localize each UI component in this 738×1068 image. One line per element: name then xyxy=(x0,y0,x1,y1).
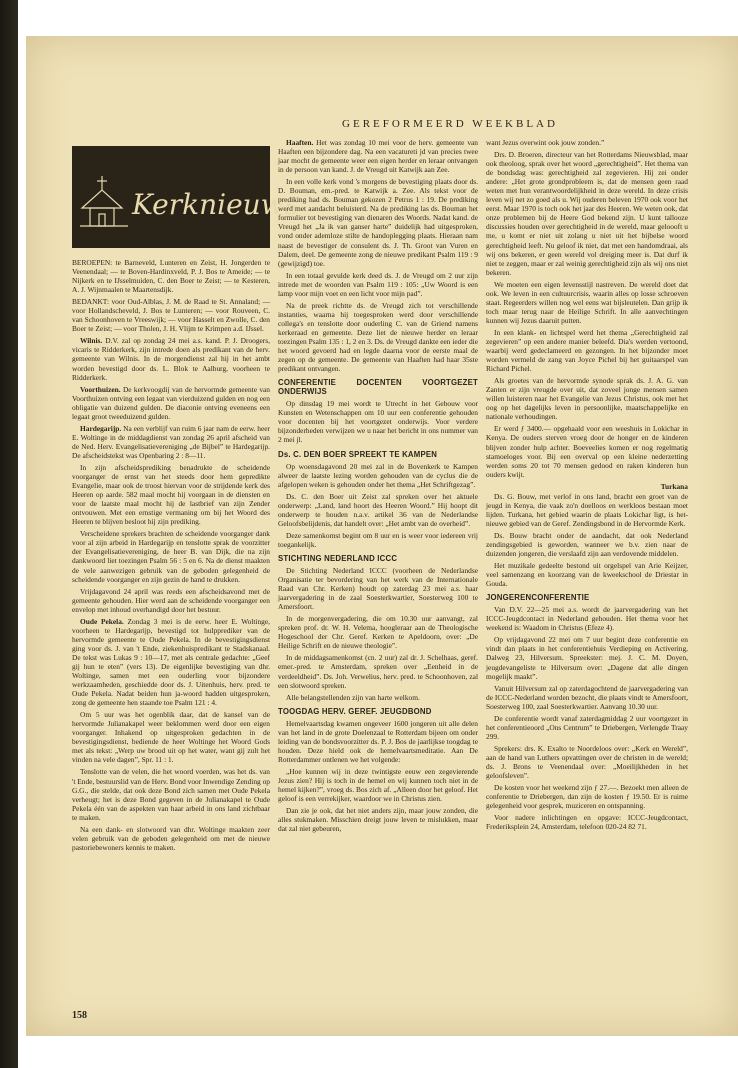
hardegarijp-lead: Hardegarijp. xyxy=(80,423,122,433)
bedankt-paragraph: BEDANKT: voor Oud-Alblas, J. M. de Raad te St. Annaland; — voor Hollandscheveld, J. Bos te Lunteren; — voor Rouveen, C. van Schoonhoven te Vreeswijk; — voor Hasselt en Zwolle, C. den Boer te Zeist; — voor Tholen, J. H. Vlijm te Krimpen a.d. IJssel. xyxy=(72,297,270,334)
article-paragraph: Om 5 uur was het ogenblik daar, dat de kansel van de hervormde Julianakapel weer beklommen werd door een eigen voorganger. Inhakend op uitgesproken gedachten in de bevestigingsdienst, bediende de heer Woltinge het Woord Gods met als tekst: „Werp uw brood uit op het water, want gij zult het vinden na vele dagen”, Spr. 11 : 1. xyxy=(72,710,270,765)
article-paragraph: Deze samenkomst begint om 8 uur en is weer voor iedereen vrij toegankelijk. xyxy=(278,530,478,549)
section-heading: Ds. C. DEN BOER SPREEKT TE KAMPEN xyxy=(278,449,438,459)
article-paragraph: Na een dank- en slotwoord van dhr. Woltinge maakten zeer velen gebruik van de geboden gelegenheid om met de nieuwe pastoriebewoners kennis te maken. xyxy=(72,824,270,852)
article-paragraph: Ds. G. Bouw, met verlof in ons land, bracht een groet van de jeugd in Kenya, die vaak zo'n doelloos en werkloos bestaan moet lijden. Turkana, het gebied waarin de plaats Lokichar ligt, is het-nieuwe gebied van de Geref. Zendingsbond in de Hervormde Kerk. xyxy=(486,491,688,528)
article-paragraph: In de morgenvergadering, die om 10.30 uur aanvangt, zal spreken prof. dr. W. H. Velema, hoogleraar aan de Theologische Hogeschool der Chr. Geref. Kerken te Apeldoorn, over: „De Heilige Schrift en de nieuwe theologie”. xyxy=(278,614,478,651)
article-paragraph: Sprekers: drs. K. Exalto te Noordeloos over: „Kerk en Wereld”, aan de hand van Luthers opvattingen over de christen in de wereld; ds. J. Brons te Veenendaal over: „Moeilijkheden in het geloofsleven”. xyxy=(486,743,688,781)
article-paragraph: Tenslotte van de velen, die het woord voerden, was het ds. van 't Ende, bestuurslid van de Herv. Bond voor Inwendige Zending op G.G., die stelde, dat ook deze Bond zich samen met Oude Pekela verheugt; het is deze Bond gegeven in de Julianakapel te Oude Pekela één van de aspekten van haar arbeid in ons land zichtbaar te maken. xyxy=(72,767,270,822)
wilnis-text: D.V. zal op zondag 24 mei a.s. kand. P. J. Droogers, vicaris te Ridderkerk, zijn intrede doen als predikant van de herv. gemeente van Wilnis. In de morgendienst zal hij in het ambt worden bevestigd door ds. L. Blok te Aalburg, voorheen te Ridderkerk. xyxy=(72,336,270,382)
article-paragraph: In de middagsamenkomst (cn. 2 uur) zal dr. J. Schelhaas, geref. emer.-pred. te Amsterdam, spreken over „Eenheid in de verdeeldheid”. Ds. Joh. Verwelius, herv. pred. te Schoonhoven, zal een slotwoord spreken. xyxy=(278,653,478,690)
logo-text: Kerknieuws xyxy=(132,188,300,221)
article-paragraph: Verscheidene sprekers brachten de scheidende voorganger dank voor al zijn arbeid in Hardegarijp en tenslotte sprak de voorzitter der Evangelisatievereniging, de heer B. van Dijk, die na zijn dankwoord liet toezingen Psalm 56 : 5 en 6. Na de dienst maakten de vele aanwezigen gebruik van de geboden gelegenheid de scheidende voorganger en zijn gezin de hand te drukken. xyxy=(72,529,270,584)
article-paragraph: Vrijdagavond 24 april was reeds een afscheidsavond met de gemeente gehouden. Hier werd aan de scheidende voorganger een envelop met inhoud overhandigd door het bestuur. xyxy=(72,586,270,614)
haaften-paragraph xyxy=(278,138,478,174)
article-paragraph: Van D.V. 22—25 mei a.s. wordt de jaarvergadering van het ICCC-Jeugdcontact in Nederland gehouden. Het thema voor het weekend is: Waadom in Christus (Efeze 4). xyxy=(486,605,688,633)
article-paragraph: Na de preek richtte ds. de Vreugd zich tot verschillende instanties, waarna hij toegesproken werd door verschillende collega's en tenslotte door ouderling C. van de Griend namens kerkeraad en gemeente. Deze liet de nieuwe herder en leraar toezingen Psalm 135 : 1, 2 en 3. Ds. de Vreugd dankte een ieder die het woord gevoerd had en legde daarna voor de eerste maal de zegen op de gemeente. De gemeente van Haaften had haar 35ste predikant ontvangen. xyxy=(278,300,478,374)
article-paragraph: „Hoe kunnen wij in deze twintigste eeuw een zegevierende Jezus zien? Hij is toch in de hemel en wij kunnen toch niet in de hemel kijken?”, vroeg ds. Bos zich af. „Alleen door het geloof. Het geloof is een verrekijker, waardoor we in Christus zien. xyxy=(278,766,478,804)
turkana-rubric: Turkana xyxy=(660,481,688,491)
hardegarijp-text: Na een verblijf van ruim 6 jaar nam de eerw. heer E. Woltinge in de middagdienst van zondag 26 april afscheid van de Ned. Herv. Evangelisatievereniging „de Bijbel” te Hardegarijp. De afscheidstekst was Openbaring 2 : 8—11. xyxy=(72,423,270,460)
article-paragraph: We moeten een eigen levensstijl nastreven. De wereld doet dat ook. We leven in een cultuurcrisis, waarin alles op losse schroeven staat. Regeerders willen nog wel eens wat bijsleutelen. Dan grijp ik toch maar terug naar de Heilige Schrift. In alle aanvechtingen kunnen wij Jezus daaruit putten. xyxy=(486,279,688,325)
article-paragraph: In een totaal gevulde kerk deed ds. J. de Vreugd om 2 uur zijn intrede met de woorden van Psalm 119 : 105: „Uw Woord is een lamp voor mijn voet en een licht voor mijn pad”. xyxy=(278,270,478,298)
article-paragraph: Het muzikale gedeelte bestond uit orgelspel van Arie Keijzer, veel samenzang en koorzang van de kweekschool de Driestar in Gouda. xyxy=(486,561,688,589)
haaften-lead: Haaften. xyxy=(286,138,314,147)
article-paragraph: Er werd ƒ 3400.— opgehaald voor een weeshuis in Lokichar in Kenya. De ouders sterven vroeg door de honger en de kinderen blijven zonder hulp achter. Boeveelies komen er nog regelmatig stamoeloges voor. Bij een overval op een kleine nederzetting werden soms 20 tot 70 mensen gedood en raken kinderen hun ouders kwijt. xyxy=(486,424,688,479)
column-3 xyxy=(486,138,688,834)
voorthuizen-lead: Voorthuizen. xyxy=(80,384,121,394)
column-1 xyxy=(72,258,270,855)
section-heading: JONGERENCONFERENTIE xyxy=(486,593,590,603)
kerknieuws-logo-art xyxy=(72,146,300,248)
article-paragraph: De Stichting Nederland ICCC (voorheen de Nederlandse Organisatie ter bevordering van het werk van de Internationale Raad van Chr. Kerken) houdt op zaterdag 23 mei a.s. haar jaarvergadering in de zaal Soesterkwartier, Soesterweg 100 te Amersfoort. xyxy=(278,566,478,612)
article-paragraph: De kosten voor het weekend zijn ƒ 27.—. Bezoekt men alleen de conferentie te Driebergen, dan zijn de kosten ƒ 19.50. Er is ruime gelegenheid voor gesprek, muziceren en ontspanning. xyxy=(486,783,688,811)
section-heading: STICHTING NEDERLAND ICCC xyxy=(278,553,398,563)
voorthuizen-text: De kerkvoogdij van de hervormde gemeente van Voorthuizen ontving een legaat van vierduizend gulden en nog een obligatie van duizend gulden. De diaconie ontving eveneens een legaat groot tweeduizend gulden. xyxy=(72,384,270,421)
oude-pekela-text: Zondag 3 mei is de eerw. heer E. Woltinge, voorheen te Hardegarijp, bevestigd tot hulpprediker van de hervormde gemeente te Oude Pekela. In de bevestigingsdienst ging voor ds. J. van 't Ende, ziekenhuispredikant te Stadskanaal. De tekst was Lukas 9 : 10—17, met als centrale gedachte: „Geef gij hun te eten” (vers 13). De eigenlijke bevestiging van dhr. Woltinge, samen met een ouderling voor bijzondere werkzaamheden, geschiedde door ds. J. Uitenhuis, herv. pred. te Oude Pekela. Nadat beiden hun ja-woord hadden uitgesproken, zong de gemeente hen staande toe Psalm 121 : 4. xyxy=(72,616,270,708)
oude-pekela-lead: Oude Pekela. xyxy=(80,616,124,626)
article-paragraph: Op woensdagavond 20 mei zal in de Bovenkerk te Kampen alweer de laatste lezing worden gehouden van de cyclus die de afgelopen weken is gehouden onder het thema „Het Schriftgezag”. xyxy=(278,461,478,489)
article-paragraph: Drs. D. Broeren, directeur van het Rotterdams Nieuwsblad, maar ook theoloog, sprak over het woord „gerechtigheid”. Het thema van de bondsdag was: gerechtigheid zal zegevieren. Hij zei onder andere: „Het grote grondprobleem is, dat de mensen geen raad weten met hun verantwoordelijkheid in deze wereld. In deze crisis leven wij net zo goed als u. Wij ouderen beleven 1970 ook voor het eerst. Maar 1970 is toch ook het jaar des Heeren. We weten ook, dat onze problemen bij de Heere God bekend zijn. U kunt tallooze discussies houden over gerechtigheid in de wereld, maar geloooft u me, u komt er niet uit zolang u niet uit het bijbelse woord gerechtigheid leeft. Nu geloof ik niet, dat met een handomdraai, als wij ons bekeren, er geen wereld vol dreiging meer is. Dat durf ik niet te zeggen, maar er zal weinig gerechtigheid zijn als wij ons niet bekeren. xyxy=(486,150,688,277)
section-heading: TOOGDAG HERV. GEREF. JEUGDBOND xyxy=(278,706,432,716)
article-paragraph: want Jezus overwint ook jouw zonden.” xyxy=(486,138,605,147)
article-paragraph: Voor nadere inlichtingen en opgave: ICCC-Jeugdcontact, Frederiksplein 24, Amsterdam, telefoon 020-24 82 71. xyxy=(486,813,688,832)
voorthuizen-paragraph xyxy=(72,385,270,421)
article-paragraph: Op dinsdag 19 mei wordt te Utrecht in het Gebouw voor Kunsten en Wetenschappen om 10 uur een conferentie gehouden voor docenten bij het voortgezet onderwijs. Voor verdere bijzonderheden verwijzen we u naar het bericht in ons nummer van 2 mei jl. xyxy=(278,399,478,445)
column-2 xyxy=(278,138,478,836)
hardegarijp-paragraph xyxy=(72,424,270,460)
article-paragraph: Hemelvaartsdag kwamen ongeveer 1600 jongeren uit alle delen van het land in de grote Doelenzaal te Rotterdam bijeen om onder leiding van de bondsvoorzitter ds. P. J. Bos de jaarlijkse toogdag te houden. Deze hield ook de hemelvaartsmeditatie. Aan De Rotterdammer ontlenen we het volgende: xyxy=(278,718,478,764)
article-paragraph: Ds. Bouw bracht onder de aandacht, dat ook Nederland zendingsgebied is geworden, wanneer we b.v. zien naar de duizenden jongeren, die verslaafd zijn aan verdovende middelen. xyxy=(486,530,688,559)
article-paragraph: Ds. C. den Boer uit Zeist zal spreken over het aktuele onderwerp: „Land, land hoort des Heeren Woord.” Hij hoopt dit onderwerp te houden n.a.v. artikel 36 van de Nederlandse Geloofsbelijdenis, dat handelt over: „Het ambt van de overheid”. xyxy=(278,491,478,528)
article-paragraph: In een klank- en lichtspel werd het thema „Gerechtigheid zal zegevieren” op een andere manier beleefd. Dia's werden vertoond, waarbij werd gedeclameerd en gezongen. In het bijzonder moet worden vermeld de zang van Joyce Pichel bij het guitaarspel van Richard Pichel. xyxy=(486,327,688,374)
section-heading: CONFERENTIE DOCENTEN VOORTGEZET ONDERWIJS xyxy=(278,378,478,397)
wilnis-lead: Wilnis. xyxy=(80,336,103,346)
article-paragraph: De conferentie wordt vanaf zaterdagmiddag 2 uur voortgezet in het conferentieoord „Ons Centrum” te Driebergen, Verlengde Traay 299. xyxy=(486,713,688,741)
article-paragraph: Vanuit Hilversum zal op zaterdagochtend de jaarvergadering van de ICCC-Nederland worden bezocht, die plaats vindt te Amersfoort, Soesterweg 100, zaal Soesterkwartier. Aanvang 10.30 uur. xyxy=(486,683,688,711)
article-paragraph: Alle belangstellenden zijn van harte welkom. xyxy=(286,692,420,702)
kerknieuws-logo xyxy=(72,146,300,248)
beroepen-paragraph: BEROEPEN: te Barneveld, Lunteren en Zeist, H. Jongerden te Veenendaal; — te Boven-Hardinxveld, P. J. Bos te Ameide; — te Nijkerk en te IJsselmuiden, C. den Boer te Zeist; — te Kesteren, A. J. Wijnmaalen te Maartensdijk. xyxy=(72,258,270,295)
haaften-text: Het was zondag 10 mei voor de herv. gemeente van Haaften een bijzondere dag. Na een vacatureti jd van precies twee jaar mocht de gemeente weer een eigen herder en leraar ontvangen in de persoon van kand. J. de Vreugd uit Katwijk aan Zee. xyxy=(278,138,478,175)
scan-top-margin xyxy=(0,0,738,36)
article-paragraph: Dan zie je ook, dat het niet anders zijn, maar jouw zonden, die alles stukmaken. Misschien dreigt jouw leven te mislukken, maar dat zal niet gebeuren, xyxy=(278,806,478,834)
article-paragraph: Op vrijdagavond 22 mei om 7 uur begint deze conferentie en vindt dan plaats in het conferentiehuis Verdieping en Activering, Dalweg 23, Hilversum. Spreekster: mej. J. C. M. Doyen, jeugdevangeliste te Hilversum over: „Dagene dat alle dingen mogelijk maakt”. xyxy=(486,635,688,681)
page-header: GEREFORMEERD WEEKBLAD xyxy=(342,118,558,130)
page-number: 158 xyxy=(72,1010,87,1021)
oude-pekela-paragraph xyxy=(72,617,270,707)
article-paragraph: In een volle kerk vond 's morgens de bevestiging plaats door ds. D. Bouman, em.-pred. te Katwijk a. Zee. Als tekst voor de prediking had ds. Bouman gekozen 2 Petrus 1 : 19. De prediking werd met aandacht beluisterd. Na de prediking las ds. Bouman het formulier tot bevestiging van dienaren des Woords. Nadat kand. de Vreugd het „Ja ik van ganser harte” duidelijk had uitgesproken, vond onder ademloze stilte de handoplegging plaats. Hieraan nam naast de bevestiger de consulent ds. J. Th. Groot van Vuren en Dalem, deel. De gemeente zong de nieuwe predikant Psalm 119 : 9 (gewijzigd) toe. xyxy=(278,177,478,268)
scan-left-edge xyxy=(0,0,18,1068)
article-paragraph: In zijn afscheidsprediking benadrukte de scheidende voorganger de ernst van het steeds door hem gepredikte Evangelie, maar ook de troost hiervan voor de strijdende kerk des Heeren op aarde. 582 maal mocht hij voorgaan in de diensten en voor de laatste maal mocht hij de lastbrief van zijn Zender ontvouwen. Met een ernstige vermaning om bij het Woord des Heeren te blijven besloot hij zijn prediking. xyxy=(72,462,270,527)
article-paragraph: Als groetes van de hervormde synode sprak ds. J. A. G. van Zanten er zijn vreugde over uit, dat zoveel jonge mensen samen willen luisteren naar het Evangelie van Jezus Christus, ook met het oog op het dagelijks leven in persoonlijke, maatschappelijke en nationale verhoudingen. xyxy=(486,376,688,422)
wilnis-paragraph xyxy=(72,336,270,381)
